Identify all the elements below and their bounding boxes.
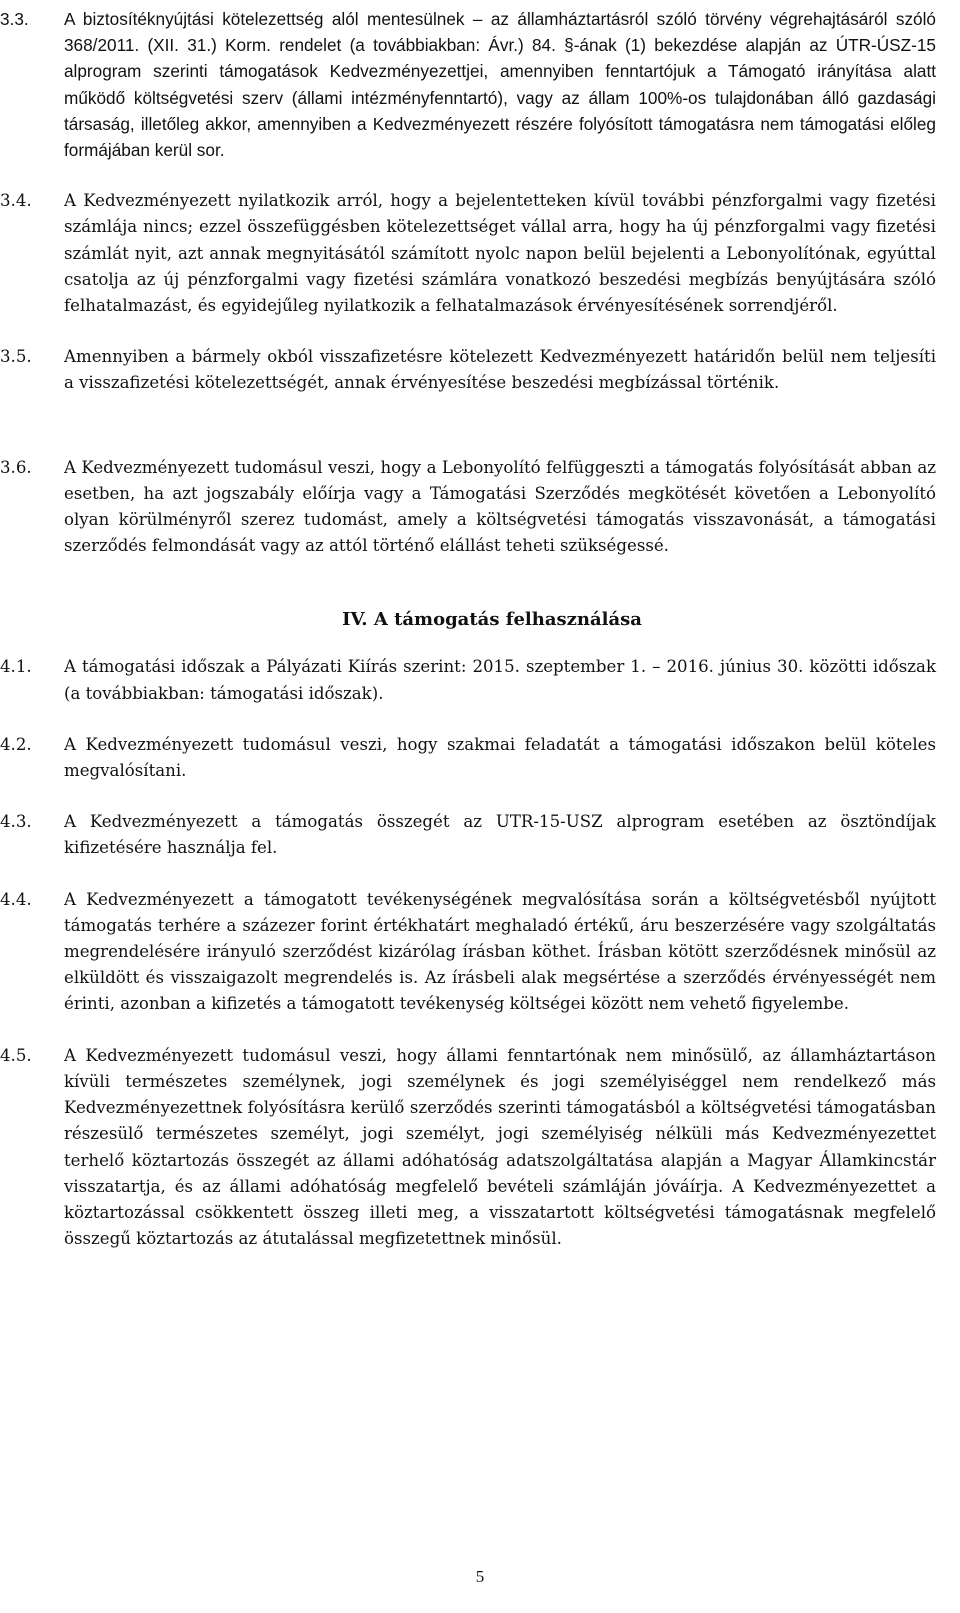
paragraph-3-3 (0, 6, 936, 163)
paragraph-text: Amennyiben a bármely okból visszafizetésre kötelezett Kedvezményezett határidőn belül nem teljesíti a visszafizetési kötelezettségét, annak érvényesítése beszedési megbízással történik. (64, 347, 936, 393)
paragraph-text: A biztosítéknyújtási kötelezettség alól mentesülnek – az államháztartásról szóló törvény végrehajtásáról szóló 368/2011. (XII. 31.) Korm. rendelet (a továbbiakban: Ávr.) 84. §-ának (1) bekezdése alapján az ÚTR-ÚSZ-15 alprogram szerinti támogatások Kedvezményezettjei, amennyiben fenntartójuk a Támogató irányítása alatt működő költségvetési szerv (állami intézményfenntartó), vagy az állam 100%-os tulajdonában álló gazdasági társaság, illetőleg akkor, amennyiben a Kedvezményezett részére folyósított támogatásra nem támogatási előleg formájában kerül sor. (64, 9, 936, 161)
paragraph-3-4 (0, 188, 936, 319)
paragraph-3-6 (0, 455, 936, 560)
paragraph-number: 3.3. (0, 9, 29, 29)
paragraph-4-5 (0, 1043, 936, 1253)
paragraph-number: 3.4. (0, 191, 32, 211)
paragraph-4-3 (0, 809, 936, 861)
paragraph-text: A támogatási időszak a Pályázati Kiírás szerint: 2015. szeptember 1. – 2016. június 30. közötti időszak (a továbbiakban: támogatási időszak). (64, 657, 936, 703)
paragraph-number: 4.1. (0, 657, 32, 677)
paragraph-4-2 (0, 732, 936, 784)
paragraph-text: A Kedvezményezett a támogatott tevékenységének megvalósítása során a költségvetésből nyújtott támogatás terhére a százezer forint értékhatárt meghaladó értékű, áru beszerzésére vagy szolgáltatás megrendelésére irányuló szerződést kizárólag írásban köthet. Írásban kötött szerződésnek minősül az elküldött és visszaigazolt megrendelés is. Az írásbeli alak megsértése a szerződés érvényességét nem érinti, azonban a kifizetés a támogatott tevékenység költségei között nem vehető figyelembe. (64, 889, 936, 1014)
paragraph-text: A Kedvezményezett tudomásul veszi, hogy szakmai feladatát a támogatási időszakon belül köteles megvalósítani. (64, 734, 936, 781)
paragraph-number: 3.5. (0, 347, 32, 367)
paragraph-number: 4.5. (0, 1045, 32, 1065)
paragraph-3-5 (0, 344, 936, 396)
paragraph-number: 4.4. (0, 889, 32, 909)
paragraph-text: A Kedvezményezett tudomásul veszi, hogy állami fenntartónak nem minősülő, az államháztartáson kívüli természetes személynek, jogi személynek és jogi személyiséggel nem rendelkező más Kedvezményezettnek folyósításra kerülő szerződés szerinti támogatásból a költségvetési támogatásban részesülő természetes személyt, jogi személyt, jogi személyiség nélküli más Kedvezményezettet terhelő köztartozás összegét az állami adóhatóság adatszolgáltatása alapján a Magyar Államkincstár visszatartja, és az állami adóhatóság megfelelő bevételi számláján jóváírja. A Kedvezményezettet a köztartozással csökkentett összeg illeti meg, a visszatartott költségvetési támogatásnak megfelelő összegű köztartozás az átutalással megfizetettnek minősül. (64, 1045, 936, 1249)
page-number: 5 (475, 1567, 485, 1586)
paragraph-number: 4.3. (0, 812, 32, 832)
paragraph-number: 3.6. (0, 457, 32, 477)
paragraph-text: A Kedvezményezett tudomásul veszi, hogy a Lebonyolító felfüggeszti a támogatás folyósítását abban az esetben, ha azt jogszabály előírja vagy a Támogatási Szerződés megkötését követően a Lebonyolító olyan körülményről szerez tudomást, amely a költségvetési támogatás visszavonását, a támogatási szerződés felmondását vagy az attól történő elállást teheti szükségessé. (64, 457, 936, 556)
paragraph-text: A Kedvezményezett a támogatás összegét az UTR-15-USZ alprogram esetében az ösztöndíjak kifizetésére használja fel. (64, 812, 936, 858)
paragraph-4-1 (0, 654, 936, 706)
paragraph-number: 4.2. (0, 734, 32, 754)
paragraph-text: A Kedvezményezett nyilatkozik arról, hogy a bejelentetteken kívül további pénzforgalmi vagy fizetési számlája nincs; ezzel összefüggésben kötelezettséget vállal arra, hogy ha új pénzforgalmi vagy fizetési számlát nyit, azt annak megnyitásától számított nyolc napon belül bejelenti a Lebonyolítónak, egyúttal csatolja az új pénzforgalmi vagy fizetési számlára vonatkozó beszedési megbízás benyújtására szóló felhatalmazást, és egyidejűleg nyilatkozik a felhatalmazások érvényesítésének sorrendjéről. (64, 191, 936, 316)
section-heading: IV. A támogatás felhasználása (342, 609, 642, 631)
paragraph-4-4 (0, 887, 936, 1018)
